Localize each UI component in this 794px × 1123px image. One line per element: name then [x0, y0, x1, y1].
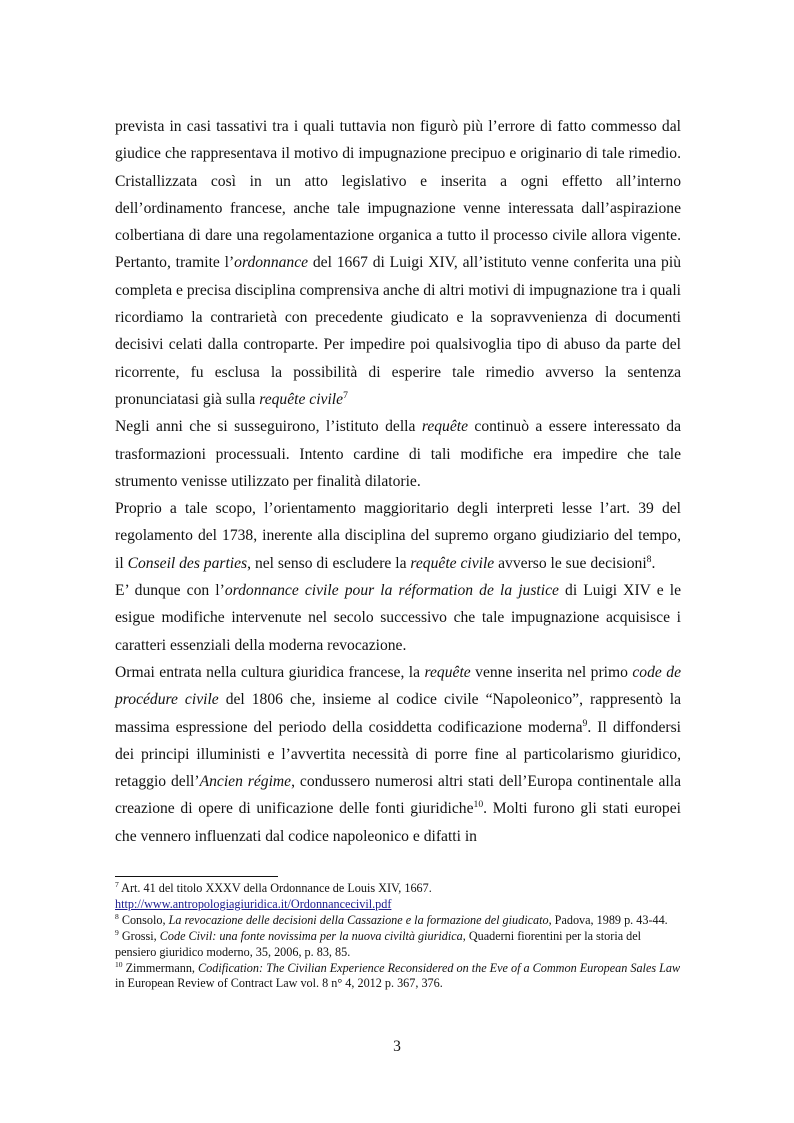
footnote [115, 913, 681, 929]
text-run: in European Review of Contract Law vol. 8 n° 4, 2012 p. 367, 376. [115, 976, 443, 991]
text-run: , condussero numerosi altri stati dell’Europa continentale alla creazione di opere di unificazione delle fonti giuridiche [115, 773, 681, 818]
footnote-marker: 7 [115, 879, 119, 889]
text-run: . [651, 554, 656, 572]
italic-text: requête civile [410, 554, 495, 572]
text-run: E’ dunque con l’ [115, 582, 225, 600]
text-run: Proprio a tale scopo, l’orientamento maggioritario degli interpreti lesse l’art. 39 del regolamento del 1738, inerente alla disciplina del supremo organo giudiziario del tempo, il [115, 500, 681, 572]
text-run: prevista in casi tassativi tra i quali tuttavia non figurò più l’errore di fatto commesso dal giudice che rappresentava il motivo di impugnazione precipuo e originario di tale rimedio. Cristallizzata così in un atto legislativo e inserita a ogni effetto all’interno dell’ordinamento francese, anche tale impugnazione venne interessata dall’aspirazione colbertiana di dare una regolamentazione organica a tutto il processo civile allora vigente. Pertanto, tramite l’ [115, 118, 681, 272]
text-run: Ormai entrata nella cultura giuridica francese, la [115, 663, 425, 681]
footnote [115, 881, 681, 913]
footnote [115, 929, 681, 961]
paragraph [115, 413, 681, 495]
text-run: Consolo, [118, 912, 169, 927]
text-run: . Molti furono gli stati europei che vennero influenzati dal codice napoleonico e difatti in [115, 800, 681, 845]
text-run: Negli anni che si susseguirono, l’istituto della [115, 418, 422, 436]
italic-text: La revocazione delle decisioni della Cassazione e la formazione del giudicato [168, 912, 549, 927]
text-run: . Il diffondersi dei principi illuministi e l’avvertita necessità di porre fine al particolarismo giuridico, retaggio dell’ [115, 718, 681, 791]
italic-text: Code Civil: una fonte novissima per la nuova civiltà giuridica [159, 928, 463, 943]
footnote-marker: 10 [115, 959, 123, 969]
footnote [115, 961, 681, 993]
text-run: avverso le sue decisioni [494, 554, 647, 572]
footnote-marker: 10 [473, 799, 484, 811]
text-run: , nel senso di escludere la [247, 554, 411, 572]
text-run: venne inserita nel primo [470, 663, 633, 681]
italic-text: code de procédure civile [115, 663, 681, 709]
italic-text: Conseil des parties [127, 554, 248, 572]
source-link[interactable]: http://www.antropologiagiuridica.it/Ordonnancecivil.pdf [115, 896, 392, 911]
italic-text: requête [421, 418, 469, 436]
footnote-marker: 9 [115, 927, 119, 937]
text-run: del 1806 che, insieme al codice civile “Napoleonico”, rappresentò la massima espressione del periodo della cosiddetta codificazione moderna [115, 691, 682, 736]
text-run: di Luigi XIV e le esigue modifiche intervenute nel secolo successivo che tale impugnazione acquisisce i caratteri essenziali della moderna revocazione. [115, 582, 682, 654]
text-run: , Quaderni fiorentini per la storia del pensiero giuridico moderno, 35, 2006, p. 83, 85. [115, 928, 642, 959]
italic-text: Ancien régime [199, 773, 292, 791]
footnote-marker: 7 [343, 389, 348, 401]
text-run: Zimmermann, [122, 960, 199, 975]
page-number: 3 [393, 1038, 401, 1055]
text-run: continuò a essere interessato da trasformazioni processuali. Intento cardine di tali modifiche era impedire che tale strumento venisse utilizzato per finalità dilatorie. [115, 418, 682, 490]
italic-text: ordonnance civile pour la réformation de la justice [224, 582, 559, 600]
paragraph [115, 113, 681, 413]
footnote-separator [115, 876, 278, 877]
italic-text: ordonnance [234, 254, 309, 272]
paragraph [115, 659, 681, 850]
paragraph [115, 577, 681, 659]
footnote-marker: 8 [115, 911, 119, 921]
italic-text: requête civile [259, 390, 344, 408]
text-run: , Padova, 1989 p. 43-44. [548, 912, 668, 927]
text-run: Art. 41 del titolo XXXV della Ordonnance de Louis XIV, 1667. [118, 881, 432, 895]
footnotes [115, 881, 681, 992]
italic-text: requête [424, 663, 471, 681]
text-run: del 1667 di Luigi XIV, all’istituto venne conferita una più completa e precisa disciplina comprensiva anche di altri motivi di impugnazione tra i quali ricordiamo la contrarietà con precedente giudicato e la sopravvenienza di documenti decisivi celati dalla controparte. Per impedire poi qualsivoglia tipo di abuso da parte del ricorrente, fu esclusa la possibilità di esperire tale rimedio avverso la sentenza pronunciatasi già sulla [115, 254, 681, 408]
body-text [115, 113, 681, 850]
italic-text: Codification: The Civilian Experience Reconsidered on the Eve of a Common European Sales Law [198, 960, 681, 975]
paragraph [115, 495, 681, 577]
text-run: Grossi, [118, 928, 160, 943]
footnote-marker: 9 [582, 717, 588, 729]
footnote-marker: 8 [646, 553, 652, 565]
